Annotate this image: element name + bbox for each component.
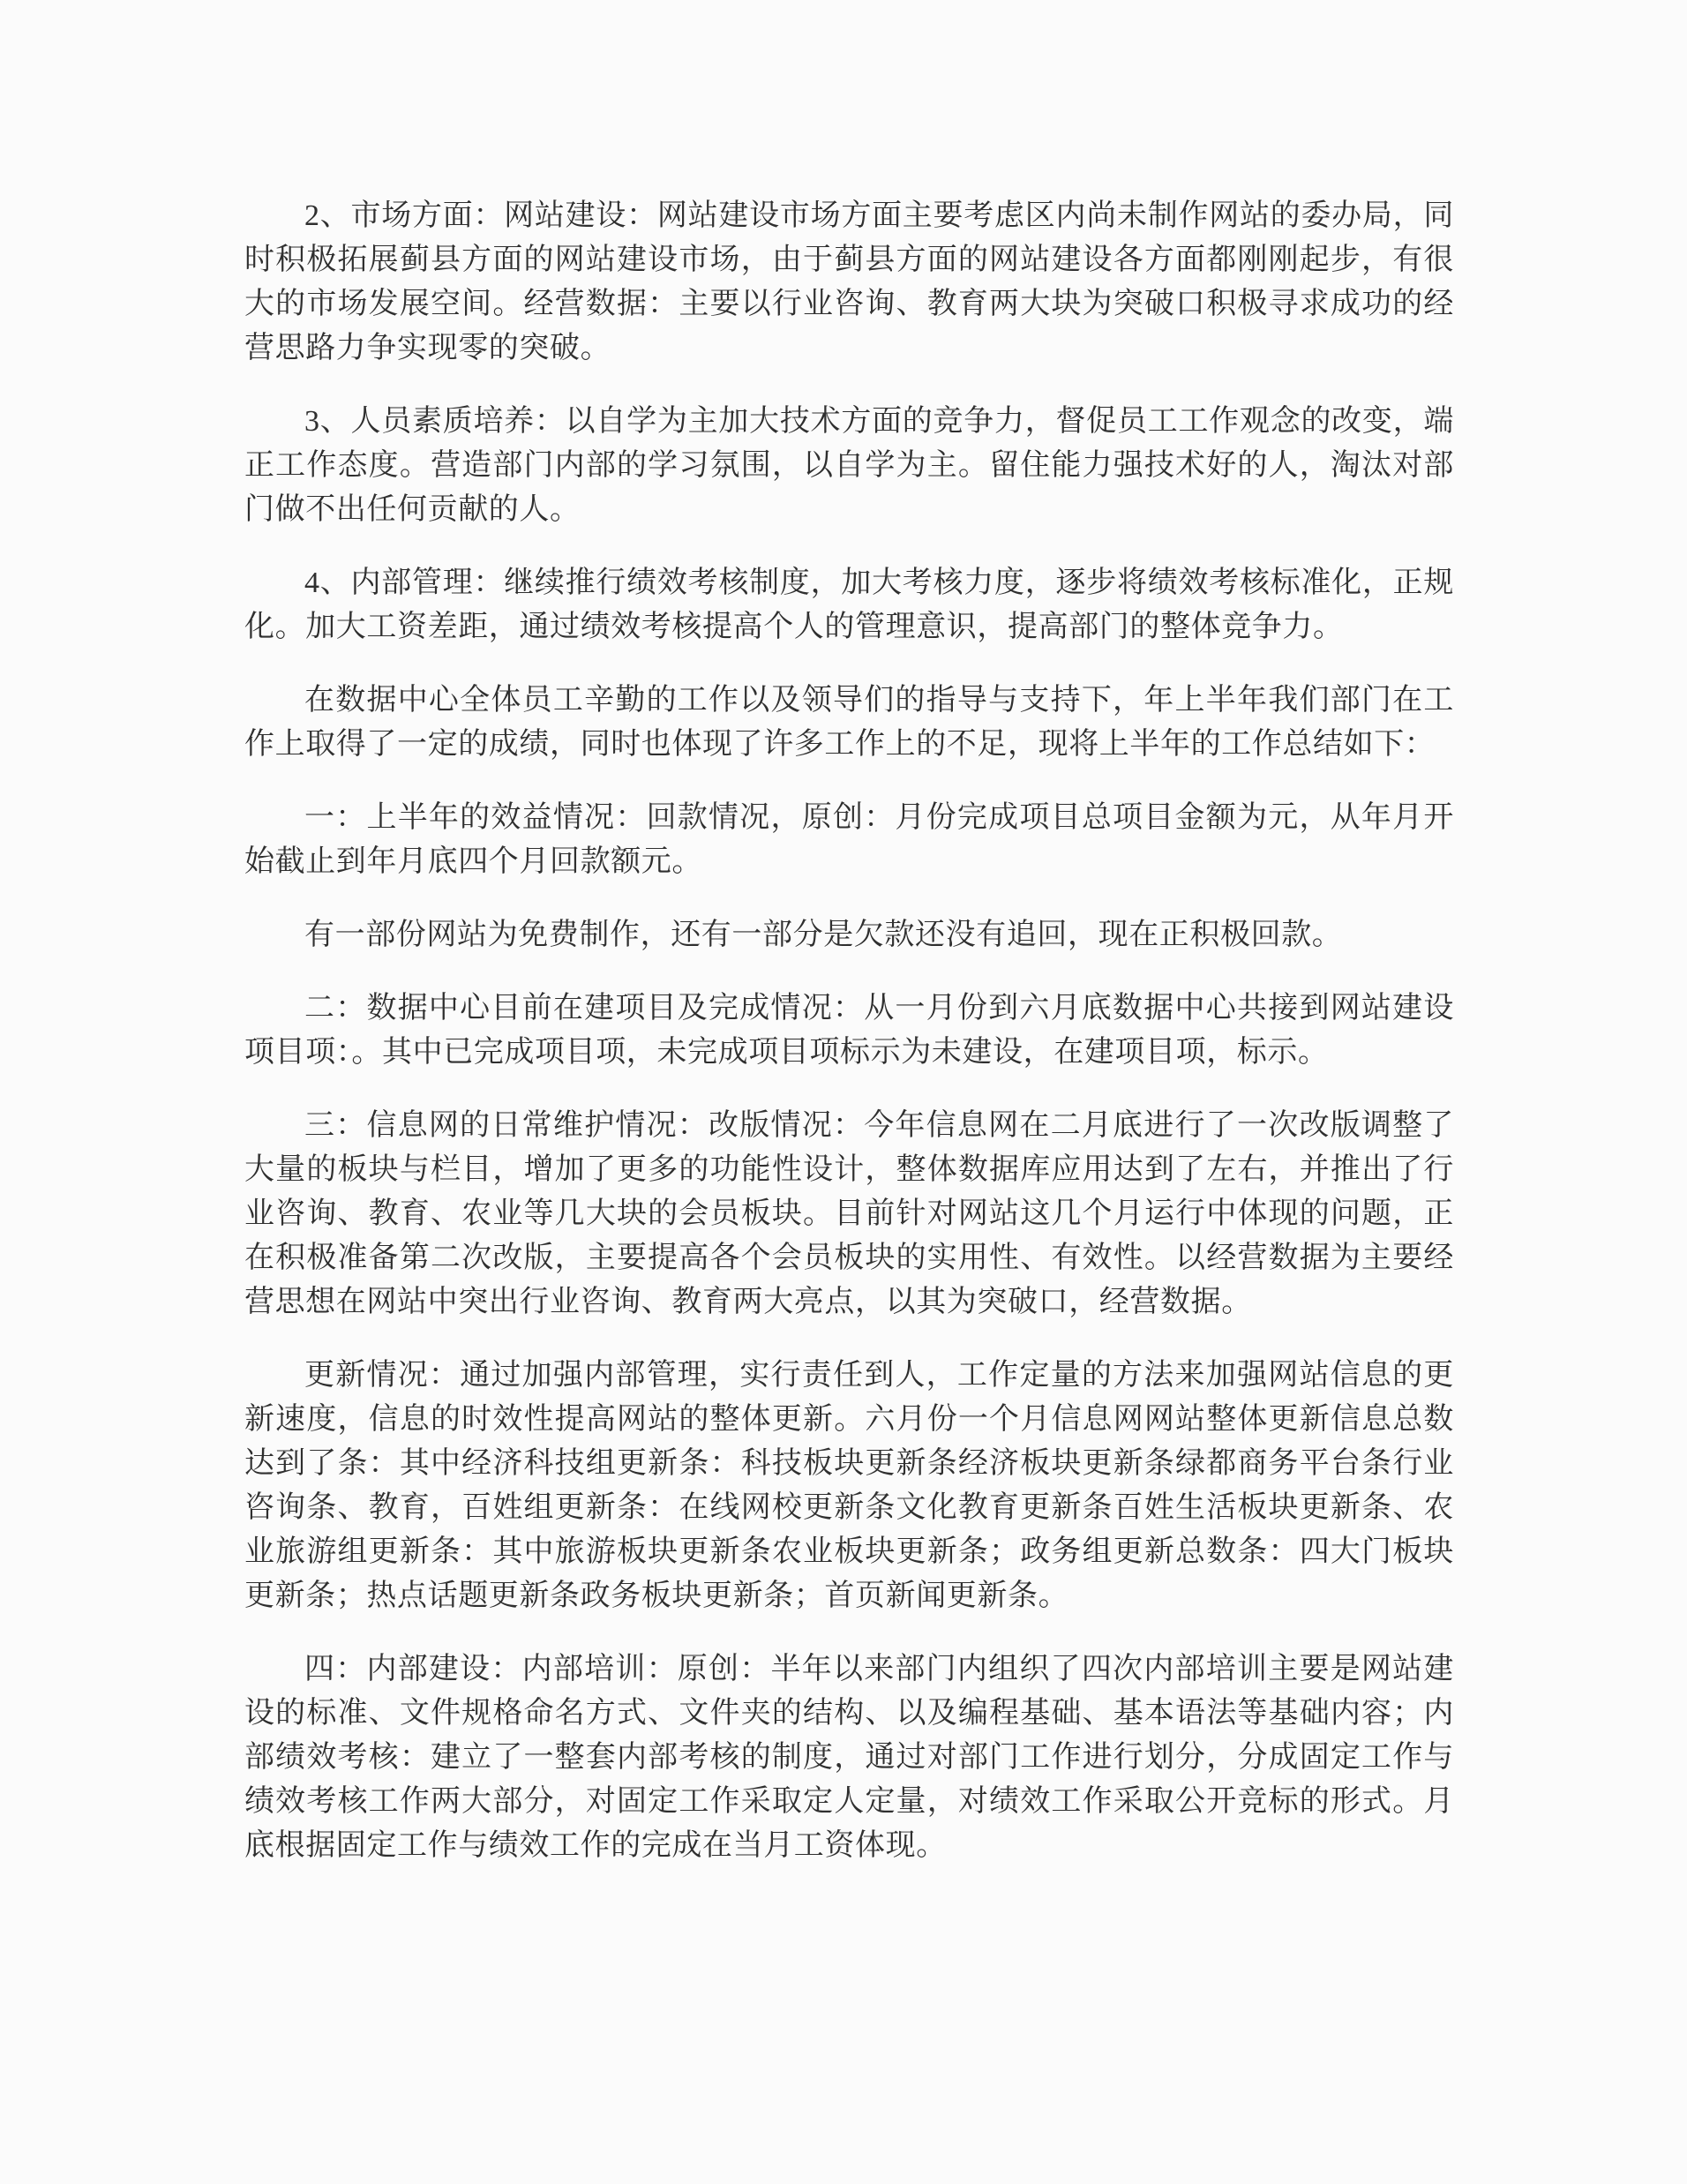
paragraph-4: 在数据中心全体员工辛勤的工作以及领导们的指导与支持下，年上半年我们部门在工作上取得了一定的成绩，同时也体现了许多工作上的不足，现将上半年的工作总结如下：	[244, 684, 1454, 761]
paragraph-8: 三：信息网的日常维护情况：改版情况：今年信息网在二月底进行了一次改版调整了大量的板块与栏目，增加了更多的功能性设计，整体数据库应用达到了左右，并推出了行业咨询、教育、农业等几大块的会员板块。目前针对网站这几个月运行中体现的问题，正在积极准备第二次改版，主要提高各个会员板块的实用性、有效性。以经营数据为主要经营思想在网站中突出行业咨询、教育两大亮点，以其为突破口，经营数据。	[244, 1109, 1454, 1318]
paragraph-2: 3、人员素质培养：以自学为主加大技术方面的竞争力，督促员工工作观念的改变，端正工作态度。营造部门内部的学习氛围，以自学为主。留住能力强技术好的人，淘汰对部门做不出任何贡献的人。	[244, 405, 1454, 526]
paragraph-5: 一：上半年的效益情况：回款情况，原创：月份完成项目总项目金额为元，从年月开始截止到年月底四个月回款额元。	[244, 801, 1454, 878]
paragraph-1: 2、市场方面：网站建设：网站建设市场方面主要考虑区内尚未制作网站的委办局，同时积极拓展蓟县方面的网站建设市场，由于蓟县方面的网站建设各方面都刚刚起步，有很大的市场发展空间。经营数据：主要以行业咨询、教育两大块为突破口积极寻求成功的经营思路力争实现零的突破。	[244, 199, 1454, 364]
paragraph-7: 二：数据中心目前在建项目及完成情况：从一月份到六月底数据中心共接到网站建设项目项：。其中已完成项目项，未完成项目项标示为未建设，在建项目项，标示。	[244, 992, 1454, 1069]
document-body	[244, 194, 1454, 1897]
paragraph-3: 4、内部管理：继续推行绩效考核制度，加大考核力度，逐步将绩效考核标准化，正规化。加大工资差距，通过绩效考核提高个人的管理意识，提高部门的整体竞争力。	[244, 567, 1454, 643]
paragraph-10: 四：内部建设：内部培训：原创：半年以来部门内组织了四次内部培训主要是网站建设的标准、文件规格命名方式、文件夹的结构、以及编程基础、基本语法等基础内容；内部绩效考核：建立了一整套内部考核的制度，通过对部门工作进行划分，分成固定工作与绩效考核工作两大部分，对固定工作采取定人定量，对绩效工作采取公开竞标的形式。月底根据固定工作与绩效工作的完成在当月工资体现。	[244, 1653, 1454, 1862]
paragraph-6: 有一部份网站为免费制作，还有一部分是欠款还没有追回，现在正积极回款。	[304, 919, 1343, 951]
paragraph-9: 更新情况：通过加强内部管理，实行责任到人，工作定量的方法来加强网站信息的更新速度，信息的时效性提高网站的整体更新。六月份一个月信息网网站整体更新信息总数达到了条：其中经济科技组更新条：科技板块更新条经济板块更新条绿都商务平台条行业咨询条、教育，百姓组更新条：在线网校更新条文化教育更新条百姓生活板块更新条、农业旅游组更新条：其中旅游板块更新条农业板块更新条；政务组更新总数条：四大门板块更新条；热点话题更新条政务板块更新条；首页新闻更新条。	[244, 1359, 1454, 1612]
